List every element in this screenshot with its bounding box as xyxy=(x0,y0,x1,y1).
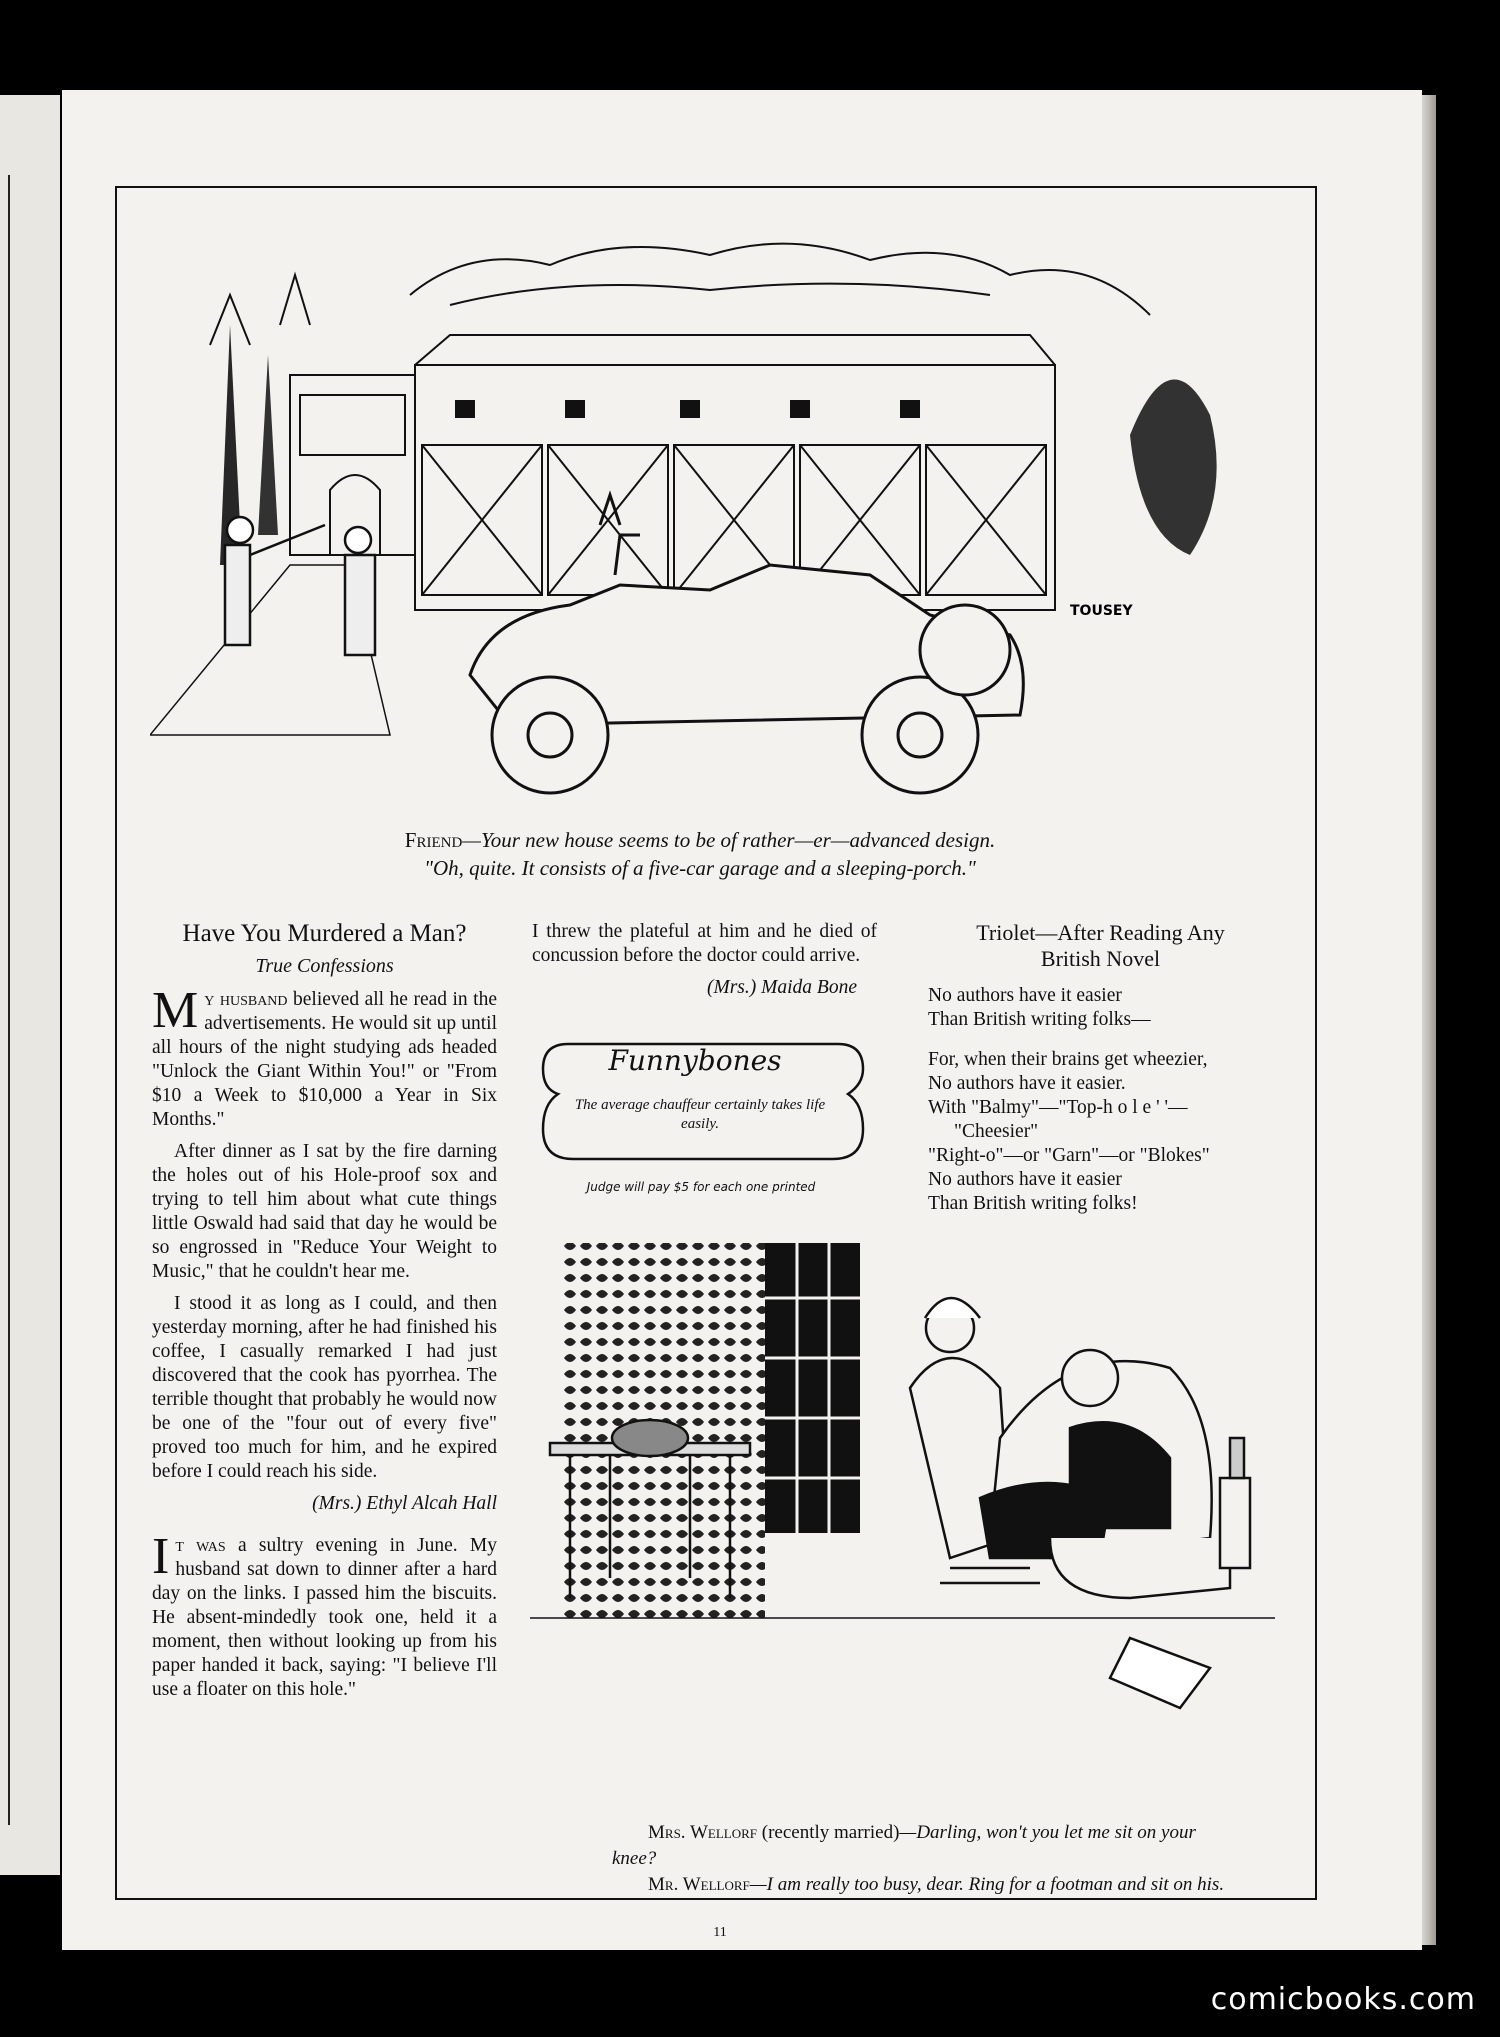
column-left xyxy=(152,920,497,1710)
armchair-cartoon xyxy=(530,1238,1275,1810)
poem-body xyxy=(928,984,1273,1216)
poem-line: "Cheesier" xyxy=(954,1121,1039,1142)
poem-line: No authors have it easier. xyxy=(928,1073,1126,1094)
article-signature: (Mrs.) Maida Bone xyxy=(706,977,857,998)
article-title: Have You Murdered a Man? xyxy=(182,920,467,947)
facing-page-rule xyxy=(8,175,10,1825)
article-paragraph: It was a sultry evening in June. My husband sat down to dinner after a hard day on the links. I passed him the biscuits. He absent-mindedly took one, held it a moment, then without looking up from his paper handed it back, saying: "I believe I'll use a floater on this hole." xyxy=(152,1528,497,1700)
page-edge xyxy=(1422,95,1436,1945)
caption-speaker: Mr. Wellorf xyxy=(648,1874,750,1895)
article-signature: (Mrs.) Ethyl Alcah Hall xyxy=(312,1493,497,1514)
garage-caption: Friend—Your new house seems to be of rather—er—advanced design. "Oh, quite. It consists of a five-car garage and a sleeping-porch." xyxy=(150,826,1250,882)
article-paragraph: I stood it as long as I could, and then yesterday morning, after he had finished his coffee, I casually remarked I had just discovered that the cook has pyorrhea. The terrible thought that probably he would now be one of the "four out of every five" proved too much for him, and he expired before I could reach his side. xyxy=(152,1293,497,1482)
garage-cartoon xyxy=(150,235,1270,815)
drop-cap: M xyxy=(152,982,199,1039)
article-subtitle: True Confessions xyxy=(255,955,394,977)
article-paragraph: After dinner as I sat by the fire darning the holes out of his Hole-proof sox and trying to tell him about what cute things little Oswald had said that day he would be so engrossed in "Reduce Your Weight to Music," that he couldn't hear me. xyxy=(152,1141,497,1282)
poem-line: No authors have it easier xyxy=(928,1169,1122,1190)
caption-speaker: Mrs. Wellorf xyxy=(648,1822,757,1843)
caption-line: —I am really too busy, dear. Ring for a footman and sit on his. xyxy=(749,1874,1225,1895)
poem-line: No authors have it easier xyxy=(928,985,1122,1006)
site-watermark: comicbooks.com xyxy=(1210,1982,1476,2017)
column-middle xyxy=(532,920,877,1008)
poem-line: "Right-o"—or "Garn"—or "Blokes" xyxy=(928,1145,1210,1166)
funnybones-text: The average chauffeur certainly takes life easily. xyxy=(574,1097,826,1132)
caption-line-1: Your new house seems to be of rather—er—advanced design. xyxy=(480,828,996,852)
article-paragraph: My husband believed all he read in the advertisements. He would sit up until all hours of the night studying ads headed "Unlock the Giant Within You!" or "From $10 a Week to $10,000 a Year in Six Months." xyxy=(152,982,497,1130)
funnybones-title: Funnybones xyxy=(608,1044,782,1077)
cartoon-signature: TOUSEY xyxy=(1070,603,1133,619)
page-number: 11 xyxy=(713,1925,727,1940)
poem-line: Than British writing folks! xyxy=(928,1193,1138,1214)
funnybones-tagline: Judge will pay $5 for each one printed xyxy=(586,1180,816,1194)
caption-line: —Darling, won't you let me sit on your knee? xyxy=(612,1822,1196,1869)
facing-page-edge xyxy=(0,95,60,1875)
armchair-caption: Mrs. Wellorf (recently married)—Darling, won't you let me sit on your knee? Mr. Wellorf—I am really too busy, dear. Ring for a footman and sit on his. xyxy=(612,1822,1225,1895)
column-right xyxy=(928,920,1273,1216)
poem-line: Than British writing folks— xyxy=(928,1009,1151,1030)
drop-cap: I xyxy=(152,1528,170,1585)
poem-title: Triolet—After Reading Any British Novel xyxy=(976,920,1225,971)
poem-line: With "Balmy"—"Top-h o l e ' '— xyxy=(928,1097,1188,1118)
caption-speaker: Friend xyxy=(404,828,463,852)
poem-line: For, when their brains get wheezier, xyxy=(928,1049,1208,1070)
article-paragraph: I threw the plateful at him and he died of concussion before the doctor could arrive. xyxy=(532,921,877,966)
caption-line-2: "Oh, quite. It consists of a five-car garage and a sleeping-porch." xyxy=(424,856,976,880)
